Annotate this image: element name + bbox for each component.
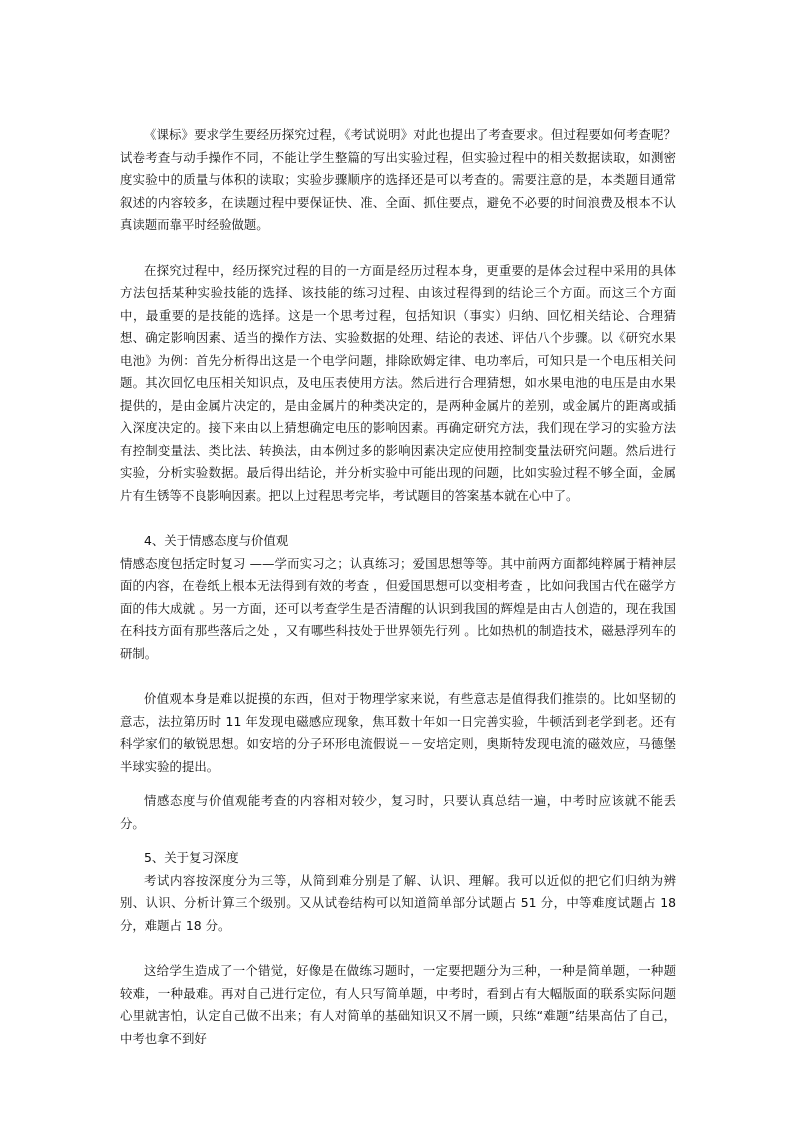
- section-heading-attitude-values: 4、关于情感态度与价值观: [144, 533, 289, 548]
- paragraph-exam-depth: 考试内容按深度分为三等，从简到难分别是了解、认识、理解。我可以近似的把它们归纳为辨别、认识、分析计算三个级别。又从试卷结构可以知道简单部分试题占 51 分，中等难度试题占 18 分，难题占 18 分。: [120, 872, 676, 933]
- document-body: [120, 124, 676, 1050]
- paragraph-process-assessment: 《课标》要求学生要经历探究过程，《考试说明》对此也提出了考查要求。但过程要如何考查呢？试卷考查与动手操作不同，不能让学生整篇的写出实验过程，但实验过程中的相关数据读取，如测密度实验中的质量与体积的读取；实验步骤顺序的选择还是可以考查的。需要注意的是，本类题目通常叙述的内容较多，在读题过程中要保证快、准、全面、抓住要点，避免不必要的时间浪费及根本不认真读题而靠平时经验做题。: [120, 127, 676, 232]
- paragraph-inquiry-process: 在探究过程中，经历探究过程的目的一方面是经历过程本身，更重要的是体会过程中采用的具体方法包括某种实验技能的选择、该技能的练习过程、由该过程得到的结论三个方面。而这三个方面中，最重要的是技能的选择。这是一个思考过程，包括知识（事实）归纳、回忆相关结论、合理猜想、确定影响因素、适当的操作方法、实验数据的处理、结论的表述、评估八个步骤。以《研究水果电池》为例：首先分析得出这是一个电学问题，排除欧姆定律、电功率后，可知只是一个电压相关问题。其次回忆电压相关知识点，及电压表使用方法。然后进行合理猜想，如水果电池的电压是由水果提供的，是由金属片决定的，是由金属片的种类决定的，是两种金属片的差别，或金属片的距离或插入深度决定的。接下来由以上猜想确定电压的影响因素。再确定研究方法，我们现在学习的实验方法有控制变量法、类比法、转换法，由本例过多的影响因素决定应使用控制变量法研究问题。然后进行实验，分析实验数据。最后得出结论，并分析实验中可能出现的问题，比如实验过程不够全面，金属片有生锈等不良影响因素。把以上过程思考完毕，考试题目的答案基本就在心中了。: [120, 262, 676, 503]
- paragraph-values-summary: 情感态度与价值观能考查的内容相对较少，复习时，只要认真总结一遍，中考时应该就不能丢分。: [120, 793, 676, 831]
- paragraph-values: 价值观本身是难以捉摸的东西，但对于物理学家来说，有些意志是值得我们推崇的。比如坚韧的意志，法拉第历时 11 年发现电磁感应现象，焦耳数十年如一日完善实验，牛顿活到老学到老。还有科学家们的敏锐思想。如安培的分子环形电流假说－－安培定则，奥斯特发现电流的磁效应，马德堡半球实验的提出。: [120, 691, 676, 774]
- paragraph-student-misconception: 这给学生造成了一个错觉，好像是在做练习题时，一定要把题分为三种，一种是简单题，一种题较难，一种最难。再对自己进行定位，有人只写简单题，中考时，看到占有大幅版面的联系实际问题心里就害怕，认定自己做不出来；有人对简单的基础知识又不屑一顾，只练“难题”结果高估了自己，中考也拿不到好: [120, 963, 676, 1046]
- section-heading-review-depth: 5、关于复习深度: [144, 850, 239, 865]
- paragraph-emotional-attitude: 情感态度包括定时复习 ——学而实习之；认真练习；爱国思想等等。其中前两方面都纯粹属于精神层面的内容，在卷纸上根本无法得到有效的考查 ，但爱国思想可以变相考查 ，比如问我国古代在磁学方面的伟大成就 。另一方面，还可以考查学生是否清醒的认识到我国的辉煌是由古人创造的，现在我国在科技方面有那些落后之处 ，又有哪些科技处于世界领先行列 。比如热机的制造技术，磁悬浮列车的研制。: [120, 555, 676, 661]
